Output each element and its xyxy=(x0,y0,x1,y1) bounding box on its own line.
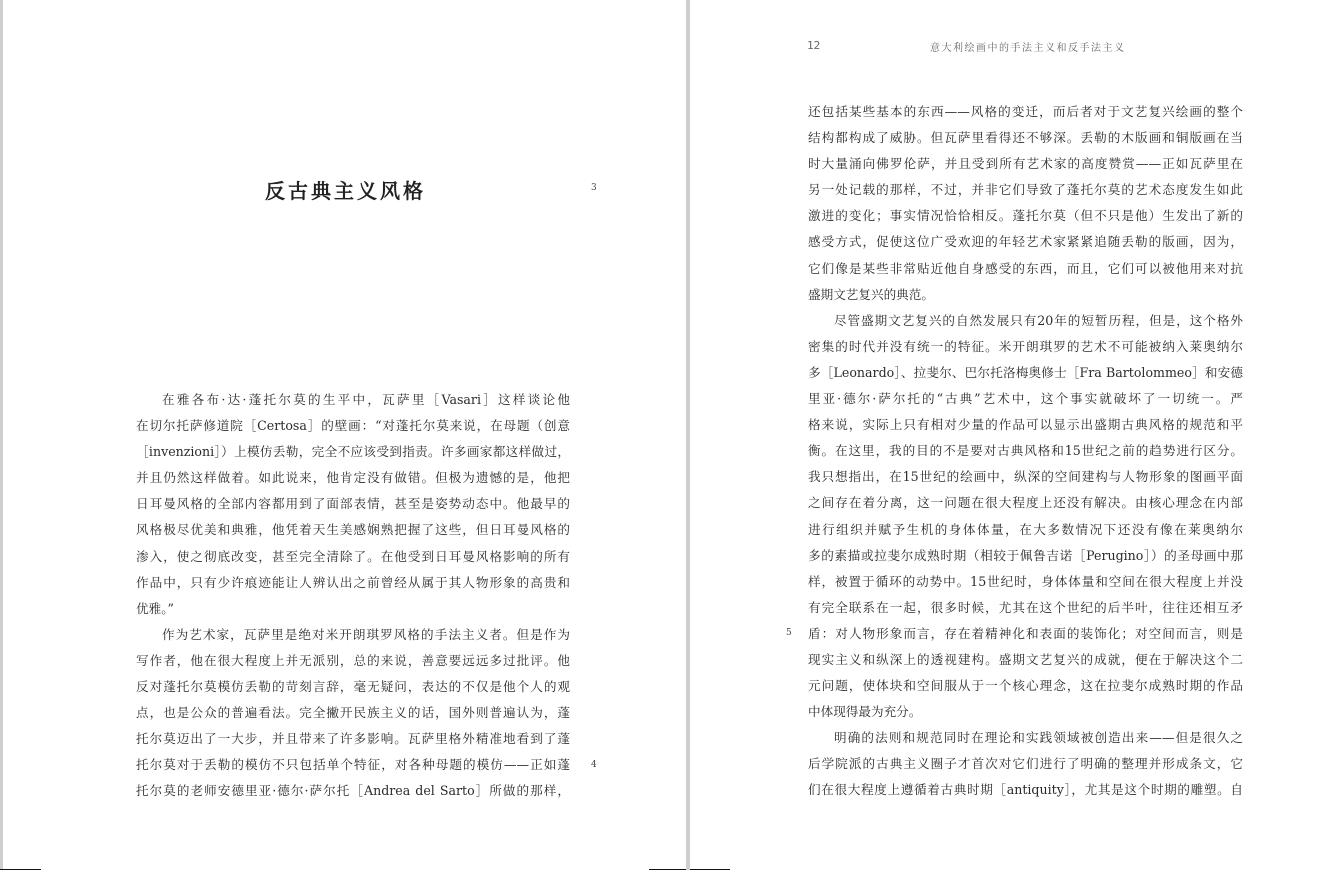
text-line: 现实主义和纵深上的透视建构。盛期文艺复兴的成就，便在于解决这个二 xyxy=(808,651,1243,667)
text-line: 后学院派的古典主义圈子才首次对它们进行了明确的整理并形成条文，它 xyxy=(808,756,1243,772)
text-line: 它们像是某些非常贴近他自身感受的东西，而且，它们可以被他用来对抗 xyxy=(808,260,1243,276)
text-line: 在雅各布·达·蓬托尔莫的生平中，瓦萨里［Vasari］这样谈论他 xyxy=(162,392,570,407)
text-line: 托尔莫的老师安德里亚·德尔·萨尔托［Andrea del Sarto］所做的那样， xyxy=(136,783,570,799)
text-line: 们在很大程度上遵循着古典时期［antiquity］，尤其是这个时期的雕塑。自 xyxy=(808,782,1243,798)
left-page-body xyxy=(136,387,570,805)
paragraph xyxy=(808,99,1243,308)
text-line: 托尔莫对于丢勒的模仿不只包括单个特征，对各种母题的模仿——正如蓬 xyxy=(136,757,570,773)
text-line: 渗入，使之彻底改变，甚至完全清除了。在他受到日耳曼风格影响的所有 xyxy=(136,548,570,564)
text-line: 元问题，使体块和空间服从于一个核心理念，这在拉斐尔成熟时期的作品 xyxy=(808,678,1243,694)
text-line: 点，也是公众的普遍看法。完全撇开民族主义的话，国外则普遍认为，蓬 xyxy=(136,705,570,721)
text-line: 衡。在这里，我的目的不是要对古典风格和15世纪之前的趋势进行区分。 xyxy=(808,443,1243,459)
text-line: 写作者，他在很大程度上并无派别，总的来说，善意要远远多过批评。他 xyxy=(136,652,570,668)
text-line: 结构都构成了威胁。但瓦萨里看得还不够深。丢勒的木版画和铜版画在当 xyxy=(808,130,1243,146)
paragraph xyxy=(136,387,570,622)
text-line: 中体现得最为充分。 xyxy=(808,704,922,720)
text-line: 密集的时代并没有统一的特征。米开朗琪罗的艺术不可能被纳入莱奥纳尔 xyxy=(808,338,1243,354)
right-page-body xyxy=(808,99,1243,804)
page-right xyxy=(690,0,1339,870)
running-header: 意大利绘画中的手法主义和反手法主义 xyxy=(930,43,1126,54)
chapter-title: 反古典主义风格 xyxy=(265,179,426,203)
text-line: 格来说，实际上只有相对少量的作品可以显示出盛期古典风格的规范和平 xyxy=(808,417,1243,433)
paragraph xyxy=(808,725,1243,803)
text-line: 里亚·德尔·萨尔托的“古典”艺术中，这个事实就破坏了一切统一。严 xyxy=(808,391,1243,407)
text-line: 之间存在着分离，这一问题在很大程度上还没有解决。由核心理念在内部 xyxy=(808,495,1243,511)
text-line: 感受方式，促使这位广受欢迎的年轻艺术家紧紧追随丢勒的版画，因为， xyxy=(808,234,1243,250)
text-line: 多［Leonardo］、拉斐尔、巴尔托洛梅奥修士［Fra Bartolommeo］和安德 xyxy=(808,364,1243,380)
text-line: ［invenzioni］）上模仿丢勒，完全不应该受到指责。许多画家都这样做过， xyxy=(136,444,570,460)
margin-number: 4 xyxy=(591,760,597,770)
text-line: 盛期文艺复兴的典范。 xyxy=(808,286,934,302)
text-line: 有完全联系在一起，很多时候，尤其在这个世纪的后半叶，往往还相互矛 xyxy=(808,599,1243,615)
margin-number: 3 xyxy=(591,183,597,193)
text-line: 反对蓬托尔莫模仿丢勒的苛刻言辞，毫无疑问，表达的不仅是他个人的观 xyxy=(136,679,570,695)
text-line: 日耳曼风格的全部内容都用到了面部表情，甚至是姿势动态中。他最早的 xyxy=(136,496,570,512)
text-line: 托尔莫迈出了一大步，并且带来了许多影响。瓦萨里格外精准地看到了蓬 xyxy=(136,731,570,747)
text-line: 明确的法则和规范同时在理论和实践领域被创造出来——但是很久之 xyxy=(834,730,1243,746)
text-line: 并且仍然这样做着。如此说来，他肯定没有做错。但极为遗憾的是，他把 xyxy=(136,470,570,486)
text-line: 样，被置于循环的动势中。15世纪时，身体体量和空间在很大程度上并没 xyxy=(808,573,1243,589)
text-line: 作为艺术家，瓦萨里是绝对米开朗琪罗风格的手法主义者。但是作为 xyxy=(162,626,570,642)
margin-number: 5 xyxy=(786,628,792,638)
text-line: 进行组织并赋予生机的身体体量，在大多数情况下还没有像在莱奥纳尔 xyxy=(808,521,1243,537)
text-line: 作品中，只有少许痕迹能让人辨认出之前曾经从属于其人物形象的高贵和 xyxy=(136,574,570,590)
text-line: 在切尔托萨修道院［Certosa］的壁画：“对蓬托尔莫来说，在母题（创意 xyxy=(136,418,570,434)
text-line: 另一处记载的那样，不过，并非它们导致了蓬托尔莫的艺术态度发生如此 xyxy=(808,182,1243,198)
text-line: 我只想指出，在15世纪的绘画中，纵深的空间建构与人物形象的图画平面 xyxy=(808,469,1243,485)
text-line: 时大量涌向佛罗伦萨，并且受到所有艺术家的高度赞赏——正如瓦萨里在 xyxy=(808,156,1243,172)
text-line: 盾：对人物形象而言，存在着精神化和表面的装饰化；对空间而言，则是 xyxy=(808,625,1243,641)
text-line: 激进的变化；事实情况恰恰相反。蓬托尔莫（但不只是他）生发出了新的 xyxy=(808,208,1243,224)
page-number: 12 xyxy=(807,39,821,52)
text-line: 优雅。” xyxy=(136,600,174,616)
paragraph xyxy=(136,622,570,805)
text-line: 尽管盛期文艺复兴的自然发展只有20年的短暂历程，但是，这个格外 xyxy=(834,312,1243,328)
text-line: 多的素描或拉斐尔成熟时期（相较于佩鲁吉诺［Perugino］）的圣母画中那 xyxy=(808,547,1243,563)
text-line: 风格极尽优美和典雅，他凭着天生美感娴熟把握了这些，但日耳曼风格的 xyxy=(136,522,570,538)
text-line: 还包括某些基本的东西——风格的变迁，而后者对于文艺复兴绘画的整个 xyxy=(808,104,1243,119)
paragraph xyxy=(808,308,1243,726)
page-left xyxy=(3,0,686,870)
